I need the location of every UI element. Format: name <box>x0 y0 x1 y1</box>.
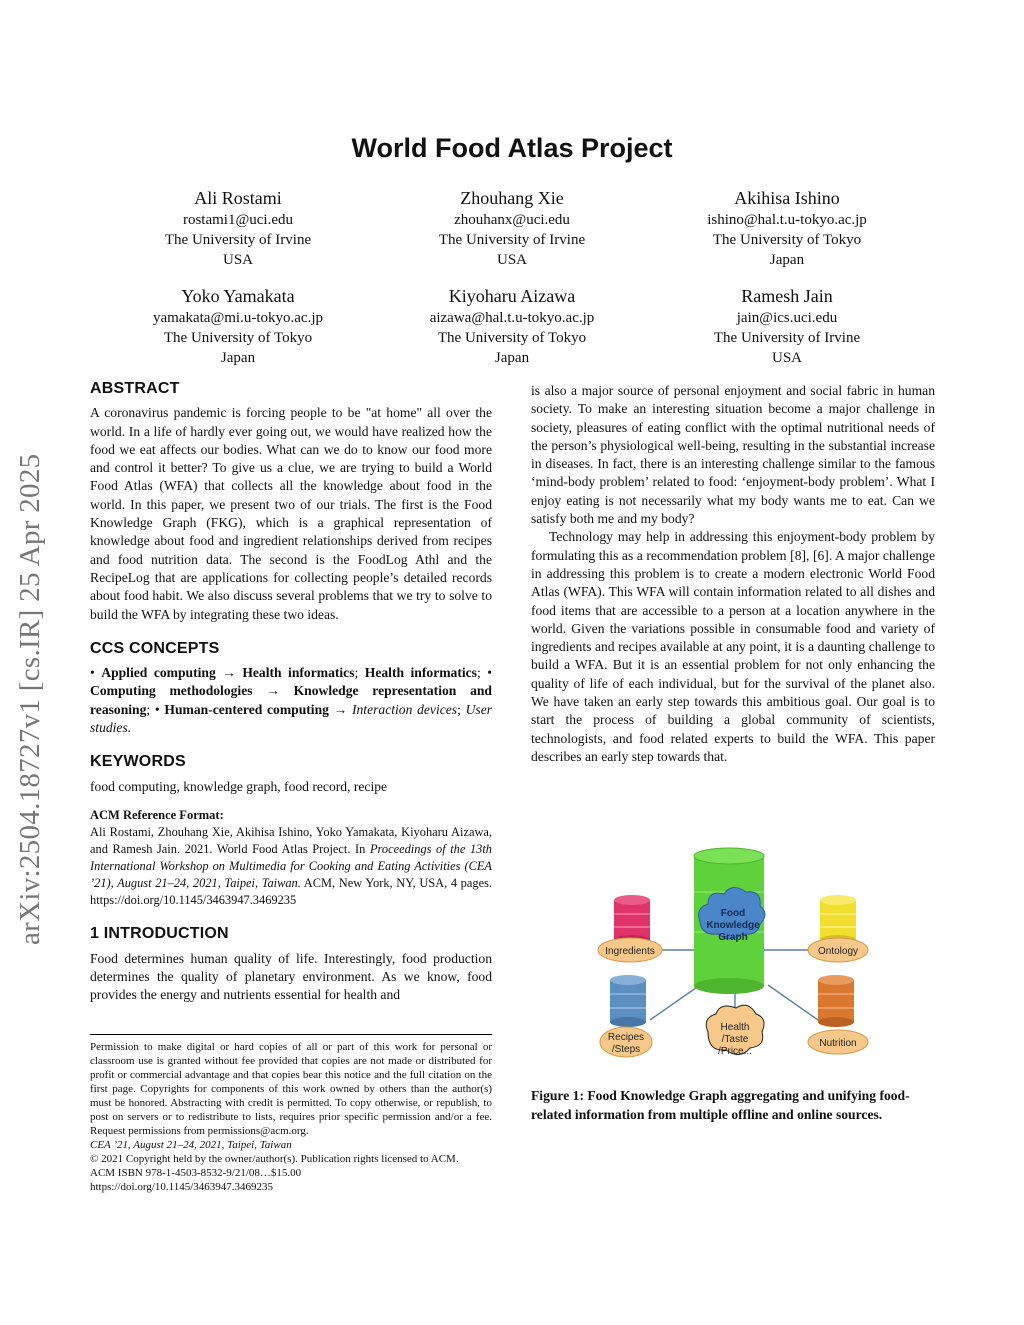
author-email: aizawa@hal.t.u-tokyo.ac.jp <box>429 310 595 326</box>
author-country: USA <box>222 252 253 268</box>
left-column <box>90 380 492 1004</box>
acm-reference-text: Ali Rostami, Zhouhang Xie, Akihisa Ishino, Yoko Yamakata, Kiyoharu Aizawa, and Ramesh Jain. 2021. World Food Atlas Project. In Proceedings of the 13th International Workshop on Multimedia for Cooking and Eating Activities (CEA ’21), August 21–24, 2021, Taipei, Taiwan. ACM, New York, NY, USA, 4 pages. https://doi.org/10.1145/3463947.3469235 <box>90 825 492 908</box>
permission-footnote <box>90 1034 492 1194</box>
author-country: USA <box>771 350 802 366</box>
connector-nutrition <box>768 985 818 1020</box>
author-name: Kiyoharu Aizawa <box>448 286 576 306</box>
right-column <box>531 382 935 766</box>
acm-reference-heading: ACM Reference Format: <box>90 807 224 822</box>
keywords-heading: KEYWORDS <box>90 753 186 771</box>
food-knowledge-graph-figure <box>590 842 880 1072</box>
keywords-text: food computing, knowledge graph, food record, recipe <box>90 778 388 794</box>
doi-link[interactable]: https://doi.org/10.1145/3463947.3469235 <box>90 1181 274 1193</box>
author-name: Ramesh Jain <box>741 286 833 306</box>
intro-paragraph-continued: is also a major source of personal enjoyment and social fabric in human society. To make an interesting situation become a major challenge in society, pleasures of eating conflict with the optimal nutritional needs of the person’s physiological well-being, resulting in the substantial increase in diseases. In fact, there is an interesting challenge similar to the famous ‘mind-body problem’ related to food: ‘enjoyment-body problem’. What I enjoy eating is not necessarily what my body wants me to eat. Can we satisfy both me and my body? <box>531 383 935 527</box>
author-email: yamakata@mi.u-tokyo.ac.jp <box>152 310 323 326</box>
recipes-label-line: /Steps <box>611 1044 641 1055</box>
ccs-concepts: • Applied computing → Health informatics; Health informatics; • Computing methodologies → Knowledge representation and reasoning; • Human-centered computing → Interaction devices; User studies. <box>90 665 493 736</box>
permission-text: Permission to make digital or hard copies of all or part of this work for personal or classroom use is granted without fee provided that copies are not made or distributed for profit or commercial advantage and that copies bear this notice and the full citation on the first page. Copyrights for components of this work owned by others than the author(s) must be honored. Abstracting with credit is permitted. To copy otherwise, or republish, to post on servers or to redistribute to lists, requires prior specific permission and/or a fee. Request permissions from permissions@acm.org. <box>90 1041 492 1137</box>
arxiv-identifier: arXiv:2504.18727v1 [cs.IR] 25 Apr 2025 <box>14 453 46 945</box>
author-affiliation: The University of Tokyo <box>163 330 313 346</box>
recipes-database-icon <box>610 975 646 1027</box>
author-affiliation: The University of Irvine <box>438 232 586 248</box>
author-email: zhouhanx@uci.edu <box>454 212 570 228</box>
ccs-heading: CCS CONCEPTS <box>90 639 220 657</box>
connector-recipes <box>650 985 700 1020</box>
nutrition-database-icon <box>818 975 854 1027</box>
ingredients-database-icon <box>614 895 650 945</box>
author-name: Zhouhang Xie <box>460 188 564 208</box>
author-block <box>367 186 657 270</box>
health-label-line: Health <box>720 1022 750 1033</box>
author-country: Japan <box>769 252 805 268</box>
author-affiliation: The University of Irvine <box>713 330 861 346</box>
intro-paragraph: Food determines human quality of life. Interestingly, food production determines the quality of planetary environment. As we know, food provides the energy and nutrients essential for health and <box>90 950 492 1003</box>
center-label-line: Food <box>720 908 746 919</box>
abstract-text: A coronavirus pandemic is forcing people to be "at home" all over the world. In a life of hardly ever going out, we would have realized how the food we eat affects our bodies. What can we do to know our food more and control it better? To give us a clue, we are trying to build a World Food Atlas (WFA) that collects all the knowledge about food in the world. In this paper, we present two of our trials. The first is the Food Knowledge Graph (FKG), which is a graphical representation of knowledge about food and ingredient relationships derived from recipes and food nutrition data. The second is the FoodLog Athl and the RecipeLog that are applications for collecting people’s detailed records about food habit. We also discuss several problems that we try to solve to build the WFA by integrating these two ideas. <box>90 405 492 622</box>
health-label-line: /Price... <box>718 1046 752 1057</box>
author-name: Ali Rostami <box>194 188 282 208</box>
author-email: rostami1@uci.edu <box>182 212 294 228</box>
author-block <box>93 186 383 270</box>
intro-paragraph-2: Technology may help in addressing this enjoyment-body problem by formulating this as a recommendation problem [8], [6]. A major challenge in addressing this problem is to create a modern electronic World Food Atlas (WFA). This WFA will contain information related to all dishes and food items that are accessible to a person at a location anywhere in the world. Given the variations possible in consumable food and variety of ingredients and recipes available at any point, it is a daunting challenge to build a WFA. But it is an essential problem for not only enhancing the quality of life of each individual, but for the survival of the planet also. We have taken an early step towards this ambitious goal. Our goal is to start the process of building a global community of scientists, technologists, and food related experts to build the WFA. This paper describes an early step towards that. <box>531 529 935 764</box>
author-affiliation: The University of Tokyo <box>712 232 862 248</box>
paper-title: World Food Atlas Project <box>351 133 673 163</box>
abstract-heading: ABSTRACT <box>90 380 180 397</box>
author-email: ishino@hal.t.u-tokyo.ac.jp <box>707 212 867 228</box>
center-label-line: Graph <box>718 932 748 943</box>
author-block <box>367 284 657 368</box>
author-email: jain@ics.uci.edu <box>736 310 838 326</box>
ingredients-label: Ingredients <box>605 946 655 957</box>
isbn-line: ACM ISBN 978-1-4503-8532-9/21/08…$15.00 <box>90 1167 302 1179</box>
author-block <box>93 284 383 368</box>
health-label-line: /Taste <box>721 1034 749 1045</box>
author-block <box>642 284 932 368</box>
venue-line: CEA ’21, August 21–24, 2021, Taipei, Taiwan <box>90 1139 292 1151</box>
recipes-label-line: Recipes <box>607 1032 645 1043</box>
introduction-heading: 1 INTRODUCTION <box>90 925 229 943</box>
author-country: Japan <box>494 350 530 366</box>
author-name: Yoko Yamakata <box>181 286 295 306</box>
author-affiliation: The University of Irvine <box>164 232 312 248</box>
author-country: Japan <box>220 350 256 366</box>
nutrition-label: Nutrition <box>819 1038 857 1049</box>
author-block <box>642 186 932 270</box>
figure-caption: Figure 1: Food Knowledge Graph aggregating and unifying food-related information from multiple offline and online sources. <box>531 1088 910 1122</box>
copyright-line: © 2021 Copyright held by the owner/author(s). Publication rights licensed to ACM. <box>90 1153 459 1165</box>
author-country: USA <box>496 252 527 268</box>
author-affiliation: The University of Tokyo <box>437 330 587 346</box>
ontology-label: Ontology <box>817 946 859 957</box>
author-name: Akihisa Ishino <box>734 188 840 208</box>
center-label-line: Knowledge <box>706 920 760 931</box>
